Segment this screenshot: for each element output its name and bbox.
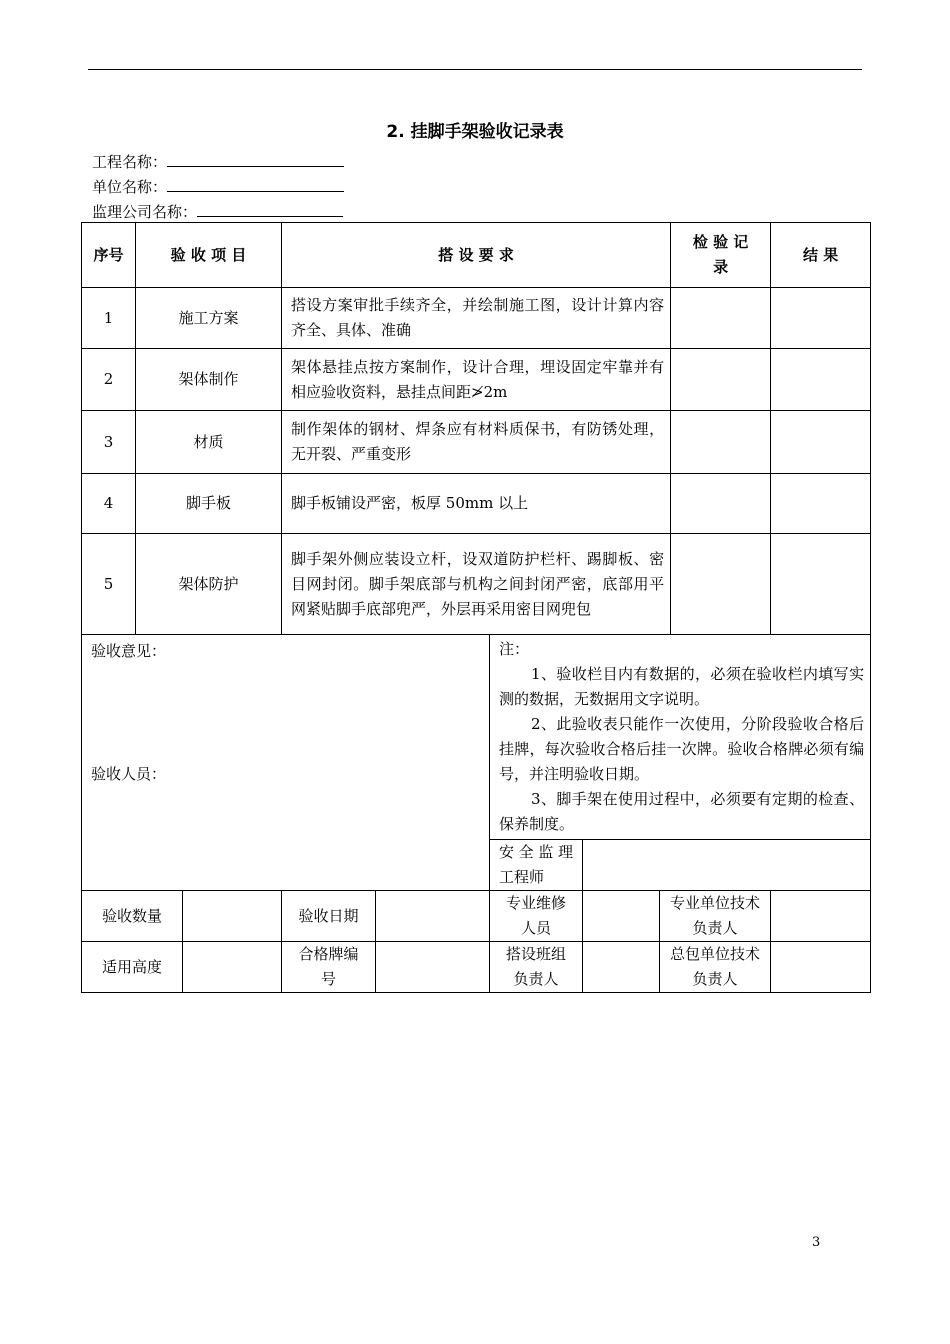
supervisor-line[interactable] [197, 202, 343, 217]
project-name-field [92, 152, 344, 172]
team-leader-label: 搭设班组负责人 [490, 942, 583, 993]
row-no: 3 [82, 411, 136, 474]
header-rule [88, 69, 862, 70]
document-title: 2. 挂脚手架验收记录表 [386, 122, 564, 142]
header-no: 序号 [82, 223, 136, 288]
height-value[interactable] [183, 942, 282, 993]
row-record-cell[interactable] [671, 534, 771, 635]
opinion-label: 验收意见： [91, 642, 167, 660]
row-requirement: 架体悬挂点按方案制作，设计合理，埋设固定牢靠并有相应验收资料，悬挂点间距≯2m [282, 349, 671, 411]
header-result: 结 果 [771, 223, 871, 288]
row-item: 架体制作 [136, 349, 282, 411]
page-number: 3 [812, 1235, 821, 1250]
header-item: 验 收 项 目 [136, 223, 282, 288]
header-row [82, 223, 871, 288]
row-result-cell[interactable] [771, 288, 871, 349]
unit-name-line[interactable] [167, 177, 344, 192]
header-record: 检 验 记 录 [671, 223, 771, 288]
row-no: 5 [82, 534, 136, 635]
table-row [82, 288, 871, 349]
note-item: 3、脚手架在使用过程中，必须要有定期的检查、保养制度。 [499, 790, 865, 833]
quantity-value[interactable] [183, 891, 282, 942]
opinion-cell[interactable] [82, 635, 490, 891]
row-item: 架体防护 [136, 534, 282, 635]
table-row [82, 474, 871, 534]
row-item: 脚手板 [136, 474, 282, 534]
row-record-cell[interactable] [671, 349, 771, 411]
maintenance-label: 专业维修人员 [490, 891, 583, 942]
acceptor-label: 验收人员： [91, 765, 167, 783]
safety-engineer-label: 安全监理工程师 [490, 840, 583, 891]
note-item: 2、此验收表只能作一次使用，分阶段验收合格后挂牌，每次验收合格后挂一次牌。验收合格牌必须有编号，并注明验收日期。 [499, 715, 865, 783]
contractor-tech-value[interactable] [771, 942, 871, 993]
project-name-label: 工程名称： [92, 153, 168, 171]
table-row [82, 411, 871, 474]
row-requirement: 脚手板铺设严密，板厚 50mm 以上 [282, 474, 671, 534]
row-result-cell[interactable] [771, 534, 871, 635]
supervisor-label: 监理公司名称： [92, 203, 198, 221]
date-value[interactable] [376, 891, 490, 942]
plate-no-label: 合格牌编号 [282, 942, 376, 993]
bottom-row-2 [82, 942, 871, 993]
row-requirement: 搭设方案审批手续齐全，并绘制施工图，设计计算内容齐全、具体、准确 [282, 288, 671, 349]
row-item: 材质 [136, 411, 282, 474]
row-result-cell[interactable] [771, 411, 871, 474]
row-no: 4 [82, 474, 136, 534]
notes-row [82, 635, 871, 840]
project-name-line[interactable] [167, 152, 344, 167]
unit-tech-value[interactable] [771, 891, 871, 942]
row-record-cell[interactable] [671, 411, 771, 474]
acceptance-table [81, 222, 871, 993]
row-item: 施工方案 [136, 288, 282, 349]
row-no: 2 [82, 349, 136, 411]
row-result-cell[interactable] [771, 474, 871, 534]
maintenance-value[interactable] [583, 891, 660, 942]
plate-no-value[interactable] [376, 942, 490, 993]
unit-name-field [92, 177, 344, 197]
contractor-tech-label: 总包单位技术负责人 [660, 942, 771, 993]
supervisor-field [92, 202, 343, 222]
row-requirement: 脚手架外侧应装设立杆，设双道防护栏杆、踢脚板、密目网封闭。脚手架底部与机构之间封闭严密，底部用平网紧贴脚手底部兜严，外层再采用密目网兜包 [282, 534, 671, 635]
date-label: 验收日期 [282, 891, 376, 942]
quantity-label: 验收数量 [82, 891, 183, 942]
table-row [82, 534, 871, 635]
unit-tech-label: 专业单位技术负责人 [660, 891, 771, 942]
team-leader-value[interactable] [583, 942, 660, 993]
row-result-cell[interactable] [771, 349, 871, 411]
unit-name-label: 单位名称： [92, 178, 168, 196]
notes-title: 注： [499, 640, 530, 658]
row-record-cell[interactable] [671, 288, 771, 349]
row-no: 1 [82, 288, 136, 349]
note-item: 1、验收栏目内有数据的，必须在验收栏内填写实测的数据，无数据用文字说明。 [499, 665, 865, 708]
bottom-row-1 [82, 891, 871, 942]
header-requirement: 搭 设 要 求 [282, 223, 671, 288]
table-row [82, 349, 871, 411]
height-label: 适用高度 [82, 942, 183, 993]
row-record-cell[interactable] [671, 474, 771, 534]
row-requirement: 制作架体的钢材、焊条应有材料质保书，有防锈处理，无开裂、严重变形 [282, 411, 671, 474]
safety-engineer-sign-cell[interactable] [583, 840, 871, 891]
notes-cell [490, 635, 871, 840]
